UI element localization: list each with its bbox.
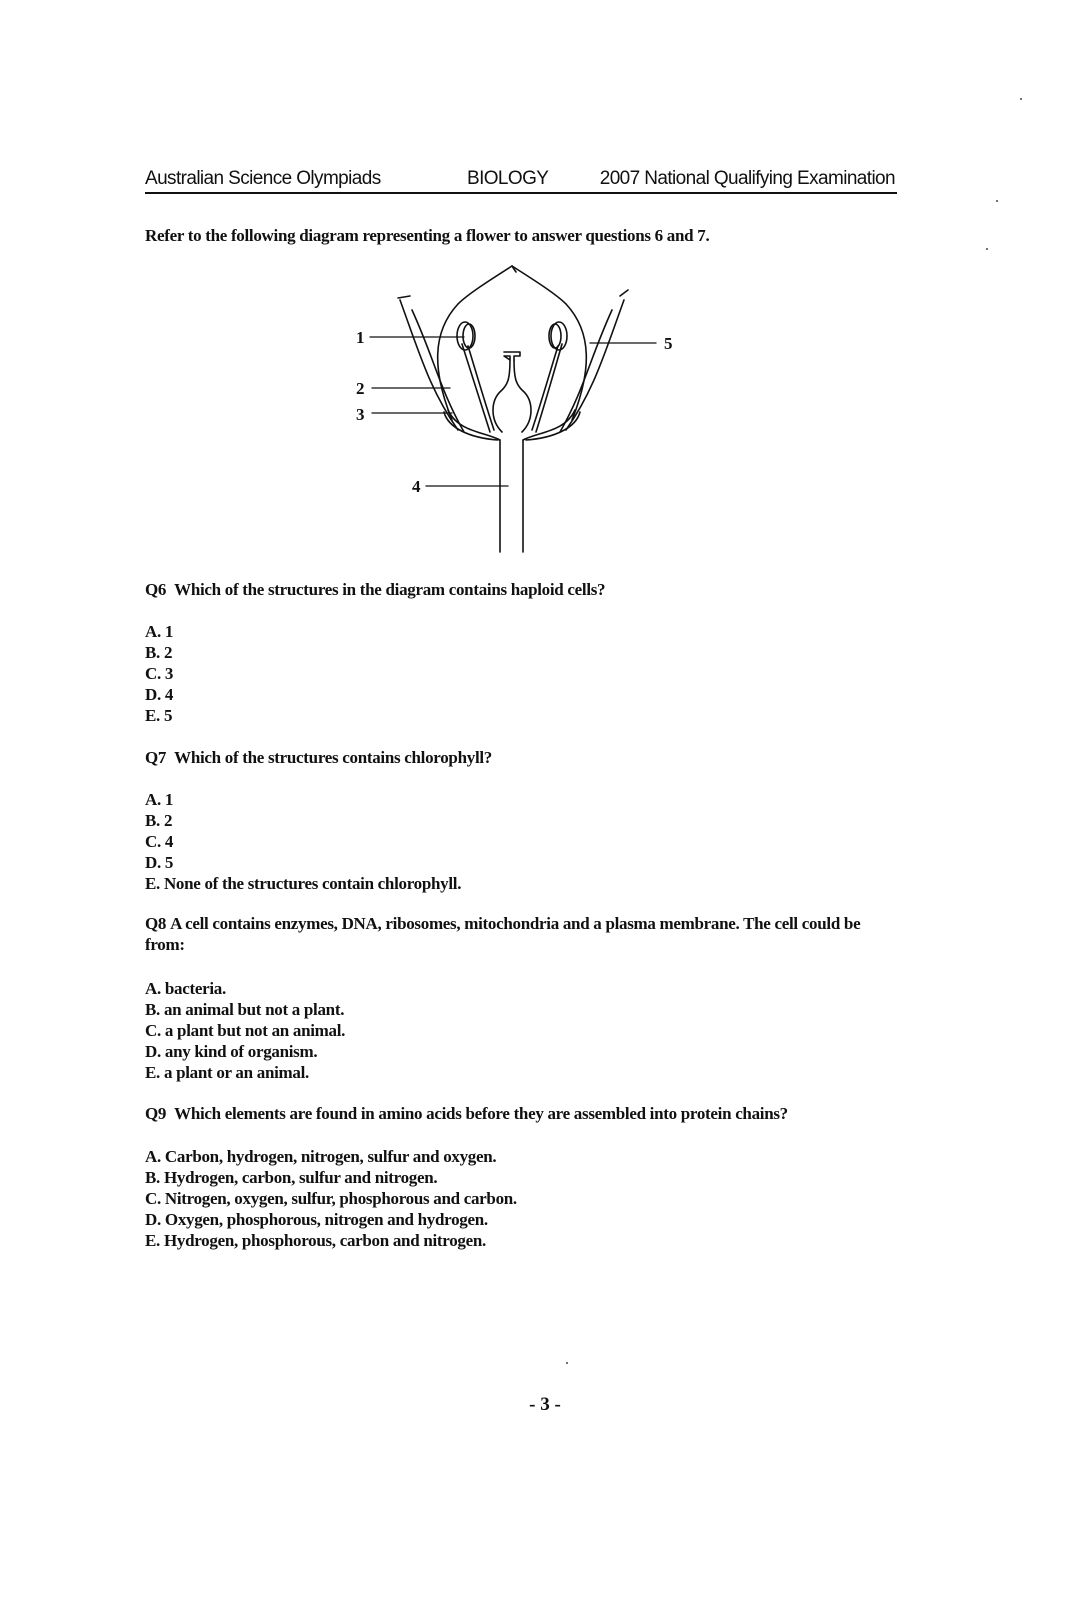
scan-speck [996,200,998,202]
option-letter: B. [145,643,160,662]
option-text: 5 [163,706,173,725]
option-letter: A. [145,979,161,998]
option-text: Nitrogen, oxygen, sulfur, phosphorous and carbon. [164,1189,517,1208]
option-text: Carbon, hydrogen, nitrogen, sulfur and oxygen. [164,1147,497,1166]
option-text: 4 [164,685,174,704]
flower-diagram [340,260,690,560]
option-letter: E. [145,706,160,725]
question-7 [145,747,905,768]
question-text: Which of the structures in the diagram contains haploid cells? [174,580,606,599]
question-6 [145,579,905,600]
option-text: 1 [164,790,174,809]
flower-receptacle [448,410,575,440]
option-text: Hydrogen, phosphorous, carbon and nitrogen. [163,1231,486,1250]
answer-option [145,873,461,894]
flower-carpel [493,352,531,432]
answer-option [145,1062,345,1083]
answer-option [145,1146,517,1167]
diagram-label-4: 4 [412,477,421,496]
question-6-options [145,621,173,726]
answer-option [145,831,461,852]
option-letter: B. [145,811,160,830]
intro-questions-ref: questions 6 and 7. [585,226,710,245]
flower-petals [398,266,628,432]
answer-option [145,1020,345,1041]
option-text: 2 [163,643,173,662]
option-letter: A. [145,790,161,809]
question-7-options [145,789,461,894]
question-text: A cell contains enzymes, DNA, ribosomes, mitochondria and a plasma membrane. The cell could be from: [145,914,861,954]
question-number: Q8 [145,914,167,933]
option-text: 4 [164,832,174,851]
page-header [145,168,897,194]
flower-stamens [457,322,567,432]
header-organisation: Australian Science Olympiads [145,168,381,189]
flower-stalk [500,440,523,552]
answer-option [145,1188,517,1209]
option-text: 3 [164,664,174,683]
option-text: 2 [163,811,173,830]
question-text: Which elements are found in amino acids before they are assembled into protein chains? [174,1104,788,1123]
question-9-options [145,1146,517,1251]
diagram-intro [145,226,709,246]
header-subject: BIOLOGY [467,168,549,189]
option-letter: E. [145,874,160,893]
answer-option [145,684,173,705]
answer-option [145,978,345,999]
option-text: a plant or an animal. [163,1063,309,1082]
scan-speck [1020,98,1022,100]
diagram-label-1: 1 [356,328,365,347]
option-letter: C. [145,832,161,851]
option-letter: E. [145,1231,160,1250]
page-number: - 3 - [529,1394,561,1415]
question-8-options [145,978,345,1083]
option-letter: C. [145,664,161,683]
answer-option [145,1209,517,1230]
option-letter: D. [145,1042,161,1061]
option-text: an animal but not a plant. [163,1000,345,1019]
answer-option [145,1041,345,1062]
option-letter: C. [145,1189,161,1208]
scan-speck [986,248,988,250]
option-letter: B. [145,1168,160,1187]
answer-option [145,642,173,663]
option-text: 1 [164,622,174,641]
answer-option [145,789,461,810]
option-text: bacteria. [164,979,226,998]
option-letter: A. [145,622,161,641]
option-letter: D. [145,853,161,872]
option-letter: B. [145,1000,160,1019]
answer-option [145,1167,517,1188]
question-text: Which of the structures contains chlorophyll? [174,748,492,767]
diagram-label-2: 2 [356,379,365,398]
option-text: None of the structures contain chlorophyll. [163,874,462,893]
answer-option [145,621,173,642]
question-number: Q9 [145,1104,167,1123]
option-letter: D. [145,685,161,704]
option-letter: C. [145,1021,161,1040]
answer-option [145,663,173,684]
answer-option [145,705,173,726]
intro-text: Refer to the following diagram representing a flower to answer [145,226,586,245]
option-text: any kind of organism. [164,1042,318,1061]
question-9 [145,1103,905,1124]
option-letter: D. [145,1210,161,1229]
option-letter: E. [145,1063,160,1082]
diagram-label-5: 5 [664,334,673,353]
option-text: Oxygen, phosphorous, nitrogen and hydrogen. [164,1210,488,1229]
answer-option [145,1230,517,1251]
header-exam-title: 2007 National Qualifying Examination [599,168,895,189]
option-text: Hydrogen, carbon, sulfur and nitrogen. [163,1168,438,1187]
option-text: a plant but not an animal. [164,1021,346,1040]
diagram-leader-lines [370,337,656,486]
answer-option [145,852,461,873]
question-8 [145,913,897,955]
answer-option [145,999,345,1020]
scan-speck [566,1362,568,1364]
question-number: Q6 [145,580,167,599]
question-number: Q7 [145,748,167,767]
diagram-label-3: 3 [356,405,365,424]
option-text: 5 [164,853,174,872]
answer-option [145,810,461,831]
option-letter: A. [145,1147,161,1166]
